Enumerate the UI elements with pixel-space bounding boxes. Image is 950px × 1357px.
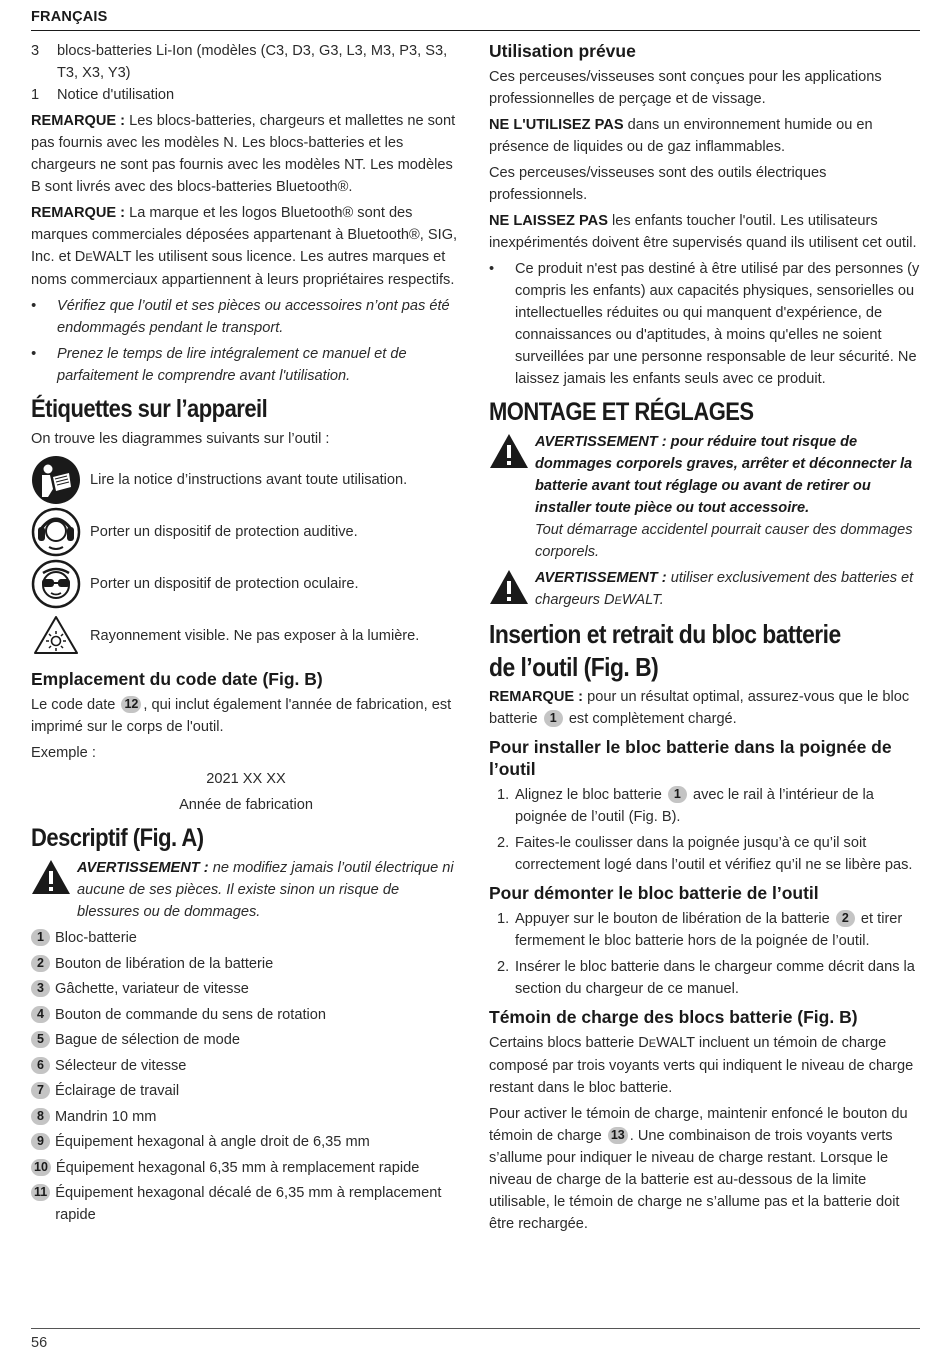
ear-protection-icon <box>31 507 81 557</box>
component-item <box>31 1004 461 1026</box>
pictogram-text: Porter un dispositif de protection auditive. <box>90 524 358 540</box>
page-header <box>31 6 920 31</box>
component-item <box>31 1080 461 1102</box>
step-number: 1. <box>497 787 510 803</box>
reference-badge: 1 <box>544 710 563 727</box>
reference-badge: 12 <box>121 696 141 713</box>
note-paragraph <box>31 110 461 198</box>
warning-text-block <box>535 567 921 612</box>
pictogram-row <box>31 610 461 662</box>
charge-paragraph <box>489 1103 921 1235</box>
component-number-badge: 11 <box>31 1184 50 1201</box>
bullet-dot: • <box>31 346 37 362</box>
read-manual-icon <box>31 455 81 505</box>
bullet-item <box>489 258 921 390</box>
contents-text: Notice d'utilisation <box>57 87 175 103</box>
eye-protection-icon <box>31 559 81 609</box>
charge-text: Pour activer le témoin de charge, maintenir enfoncé le bouton du témoin de charge <box>489 1106 908 1144</box>
reference-badge: 1 <box>668 786 687 803</box>
component-item <box>31 1106 461 1128</box>
warning-text: ne modifiez jamais l’outil électrique ni aucune de ses pièces. Il existe sinon un risque de blessures ou de dommages. <box>77 860 454 920</box>
step-text: Faites-le coulisser dans la poignée jusqu’à ce qu’il soit correctement logé dans l’outil et vérifiez qu’il ne se libère pas. <box>515 835 913 873</box>
step-text: Appuyer sur le bouton de libération de la batterie <box>515 911 830 927</box>
contents-qty: 3 <box>31 43 40 59</box>
usage-paragraph <box>489 114 921 158</box>
labels-intro: On trouve les diagrammes suivants sur l’outil : <box>31 431 330 447</box>
component-number-badge: 3 <box>31 980 50 997</box>
component-number-badge: 2 <box>31 955 50 972</box>
component-number-badge: 4 <box>31 1006 50 1023</box>
component-label: Éclairage de travail <box>55 1083 180 1099</box>
warning-icon <box>31 857 77 923</box>
component-label: Sélecteur de vitesse <box>55 1057 187 1074</box>
warning-text: utiliser exclusivement des batteries et chargeurs D <box>535 570 914 608</box>
component-list <box>31 927 461 1226</box>
montage-heading: MONTAGE ET RÉGLAGES <box>489 398 754 426</box>
usage-text: dans un environnement humide ou en présence de liquides ou de gaz inflammables. <box>489 117 873 155</box>
step-number: 2. <box>497 959 510 975</box>
component-item <box>31 927 461 949</box>
component-label: Équipement hexagonal décalé de 6,35 mm à remplacement rapide <box>55 1185 442 1223</box>
pictogram-row <box>31 506 461 558</box>
warning-block <box>489 431 921 563</box>
warning-text-block <box>77 857 461 923</box>
remark-text: est complètement chargé. <box>568 711 737 727</box>
step-text: avec le rail à l’intérieur de la poignée de l’outil (Fig. B). <box>515 787 874 825</box>
component-number-badge: 8 <box>31 1108 50 1125</box>
warning-icon <box>489 431 535 563</box>
usage-label: NE L'UTILISEZ PAS <box>489 117 624 133</box>
pictogram-row <box>31 558 461 610</box>
step-text: Insérer le bloc batterie dans le chargeur comme décrit dans la section du chargeur de ce manuel. <box>515 959 915 997</box>
warning-label: AVERTISSEMENT : <box>535 570 667 586</box>
step-number: 2. <box>497 835 510 851</box>
contents-item <box>31 40 461 84</box>
charge-text: WALT incluent un témoin de charge composé par trois voyants verts qui indiquent le niveau de charge restant dans le bloc batterie. <box>489 1035 914 1096</box>
step-item <box>489 832 921 876</box>
usage-paragraph: Ces perceuses/visseuses sont conçues pour les applications professionnelles de perçage et de vissage. <box>489 69 882 107</box>
remove-heading: Pour démonter le bloc batterie de l’outil <box>489 883 819 903</box>
bullet-dot: • <box>489 261 495 277</box>
language-label: FRANÇAIS <box>31 9 108 25</box>
component-number-badge: 1 <box>31 929 50 946</box>
step-text: et tirer fermement le bloc batterie hors de la poignée de l’outil. <box>515 911 903 949</box>
date-code-paragraph <box>31 694 461 738</box>
bullet-text: Prenez le temps de lire intégralement ce manuel et de parfaitement le comprendre avant l'utilisation. <box>57 346 407 384</box>
component-label: Gâchette, variateur de vitesse <box>55 981 249 997</box>
remark-text: pour un résultat optimal, assurez-vous que le bloc batterie <box>489 689 910 727</box>
pictogram-text: Porter un dispositif de protection oculaire. <box>90 576 359 592</box>
bullet-text: Ce produit n'est pas destiné à être utilisé par des personnes (y compris les enfants) aux capacités physiques, sensorielles ou intellectuelles réduites ou qui manquent d'expérience, de connaissances ou d'aptitudes, à moins qu'elles ne soient surveillées par une personne responsable de leur sécurité. Ne laissez jamais les enfants seuls avec ce produit. <box>515 261 920 387</box>
charge-text: Certains blocs batterie D <box>489 1035 649 1051</box>
charge-paragraph <box>489 1032 921 1099</box>
pictogram-text: Lire la notice d’instructions avant toute utilisation. <box>90 472 408 488</box>
component-number-badge: 9 <box>31 1133 50 1150</box>
component-item <box>31 1157 461 1179</box>
warning-text-block <box>535 431 921 563</box>
component-number-badge: 7 <box>31 1082 50 1099</box>
charge-heading: Témoin de charge des blocs batterie (Fig. B) <box>489 1007 858 1027</box>
charge-text: . Une combinaison de trois voyants verts s’allume pour indiquer le niveau de charge restant. Lorsque le niveau de charge de la batterie est au-dessous de la limite utilisable, le témoin de charge ne s’allume pas et la batterie doit être rechargée. <box>489 1128 900 1232</box>
visible-radiation-icon <box>31 611 81 661</box>
component-label: Bouton de libération de la batterie <box>55 955 274 972</box>
warning-block <box>31 857 461 923</box>
warning-block <box>489 567 921 612</box>
date-code-heading: Emplacement du code date (Fig. B) <box>31 669 323 689</box>
warning-bold-text: AVERTISSEMENT : pour réduire tout risque de dommages corporels graves, arrêter et déconnecter la batterie avant tout réglage ou avant de retirer ou installer toute pièce ou tout accessoire. <box>535 434 913 516</box>
bullet-item <box>31 343 461 387</box>
component-item <box>31 1182 461 1226</box>
left-column <box>31 40 461 1230</box>
step-text-block <box>515 784 921 828</box>
remark-label: REMARQUE : <box>489 689 584 705</box>
note-text: La marque et les logos Bluetooth® sont des marques commerciales déposées appartenant à Bluetooth®, SIG, Inc. et D <box>31 205 458 265</box>
date-code-text: Le code date <box>31 697 116 713</box>
bullet-item <box>31 295 461 339</box>
labels-heading: Étiquettes sur l’appareil <box>31 395 268 423</box>
remark-paragraph <box>489 686 921 730</box>
reference-badge: 2 <box>836 910 855 927</box>
brand-small-caps: E <box>85 252 93 264</box>
note-text: Les blocs-batteries, chargeurs et mallettes ne sont pas fournis avec les modèles N. Les blocs-batteries et les chargeurs ne sont pas fournis avec les modèles NT. Les modèles B sont livrés avec des blocs-batteries Bluetooth®. <box>31 113 456 195</box>
insertion-heading: Insertion et retrait du bloc batterie de l’outil (Fig. B) <box>489 619 841 682</box>
usage-heading: Utilisation prévue <box>489 41 636 61</box>
warning-label: AVERTISSEMENT : <box>77 860 209 876</box>
component-item <box>31 953 461 975</box>
bullet-dot: • <box>31 298 37 314</box>
component-number-badge: 10 <box>31 1159 51 1176</box>
component-item <box>31 1131 461 1153</box>
note-label: REMARQUE : <box>31 205 126 221</box>
warning-text: WALT. <box>621 592 664 608</box>
example-label: Exemple : <box>31 745 96 761</box>
step-item <box>489 908 921 952</box>
pictogram-text: Rayonnement visible. Ne pas exposer à la lumière. <box>90 628 420 644</box>
footer-rule <box>31 1328 920 1329</box>
date-code-text: , qui inclut également l'année de fabrication, est imprimé sur le corps de l'outil. <box>31 697 452 735</box>
component-number-badge: 6 <box>31 1057 50 1074</box>
step-text-block <box>515 908 921 952</box>
usage-text: les enfants toucher l'outil. Les utilisateurs inexpérimentés doivent être supervisés quand ils utilisent cet outil. <box>489 213 917 251</box>
usage-paragraph: Ces perceuses/visseuses sont des outils électriques professionnels. <box>489 165 827 203</box>
note-paragraph <box>31 202 461 291</box>
component-item <box>31 1029 461 1051</box>
example-caption: Année de fabrication <box>179 797 313 813</box>
component-label: Bague de sélection de mode <box>55 1032 240 1048</box>
brand-small-caps: E <box>614 595 622 607</box>
contents-item <box>31 84 461 106</box>
component-label: Bouton de commande du sens de rotation <box>55 1006 326 1023</box>
warning-icon <box>489 567 535 612</box>
component-label: Équipement hexagonal à angle droit de 6,35 mm <box>55 1134 370 1150</box>
usage-label: NE LAISSEZ PAS <box>489 213 608 229</box>
component-number-badge: 5 <box>31 1031 50 1048</box>
example-value: 2021 XX XX <box>206 771 286 787</box>
bullet-text: Vérifiez que l’outil et ses pièces ou accessoires n’ont pas été endommagés pendant le transport. <box>57 298 450 336</box>
warning-text: Tout démarrage accidentel pourrait causer des dommages corporels. <box>535 522 913 560</box>
page-number: 56 <box>31 1335 48 1351</box>
component-label: Équipement hexagonal 6,35 mm à remplacement rapide <box>55 1159 420 1176</box>
step-item <box>489 784 921 828</box>
note-label: REMARQUE : <box>31 113 126 129</box>
usage-paragraph <box>489 210 921 254</box>
contents-qty: 1 <box>31 87 40 103</box>
reference-badge: 13 <box>608 1127 628 1144</box>
right-column <box>489 40 921 1239</box>
install-heading: Pour installer le bloc batterie dans la poignée de l’outil <box>489 737 892 779</box>
brand-small-caps: E <box>648 1038 657 1050</box>
note-text: WALT les utilisent sous licence. Les autres marques et noms commerciaux appartiennent à leurs propriétaires respectifs. <box>31 249 455 288</box>
component-label: Bloc-batterie <box>55 930 137 946</box>
descriptif-heading: Descriptif (Fig. A) <box>31 824 204 852</box>
component-label: Mandrin 10 mm <box>55 1108 157 1125</box>
contents-text: blocs-batteries Li-Ion (modèles (C3, D3, G3, L3, M3, P3, S3, T3, X3, Y3) <box>57 43 448 81</box>
step-number: 1. <box>497 911 510 927</box>
pictogram-row <box>31 454 461 506</box>
step-item <box>489 956 921 1000</box>
step-text: Alignez le bloc batterie <box>515 787 662 803</box>
component-item <box>31 978 461 1000</box>
component-item <box>31 1055 461 1077</box>
